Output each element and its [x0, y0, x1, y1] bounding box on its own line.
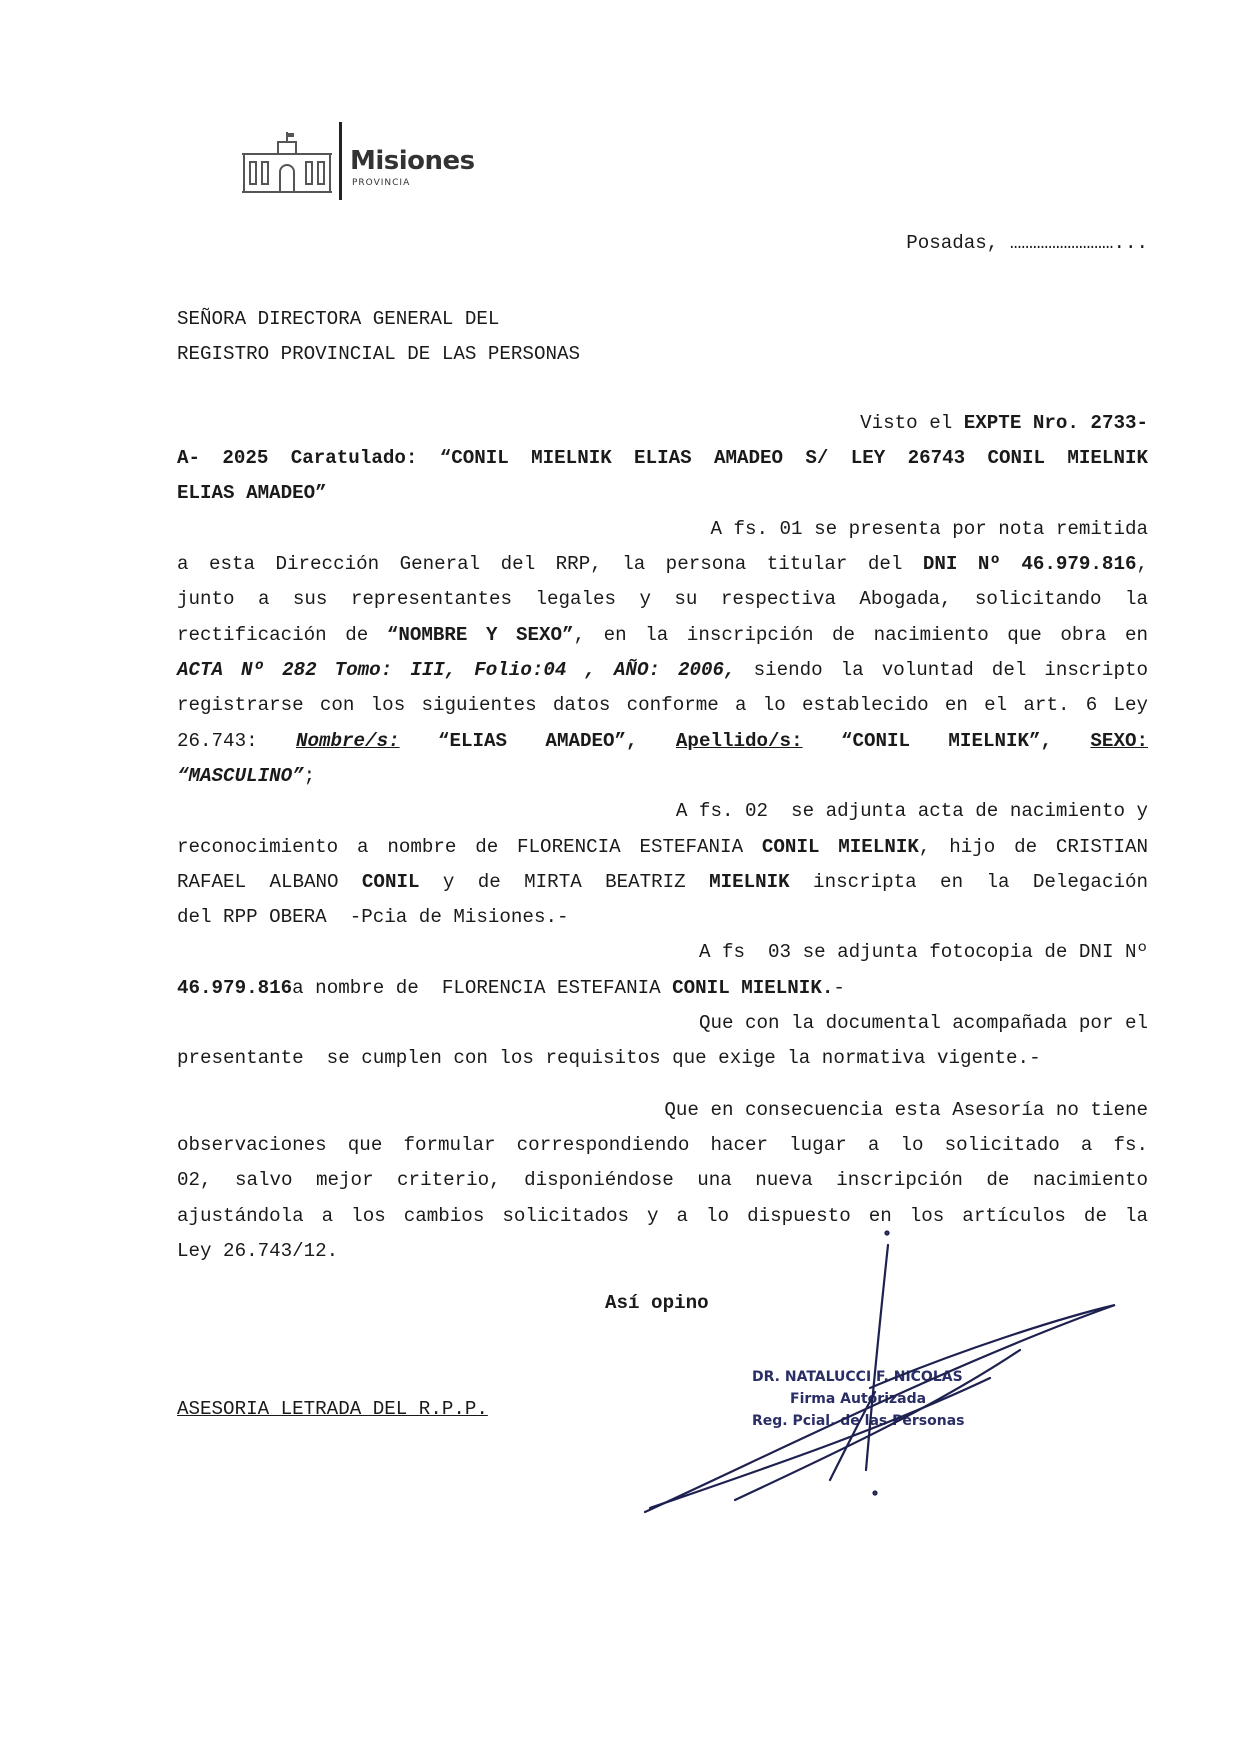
p1-line-1: Visto el EXPTE Nro. 2733-	[860, 412, 1148, 434]
p1-line-3: ELIAS AMADEO”	[177, 482, 327, 504]
stamp-line-1: DR. NATALUCCI F. NICOLAS	[752, 1369, 963, 1385]
logo-wordmark: Misiones	[350, 146, 475, 176]
p6-line-2: observaciones que formular correspondiendo hacer lugar a lo solicitado a fs.	[177, 1134, 1148, 1156]
p2-line-6: registrarse con los siguientes datos conforme a lo establecido en el art. 6 Ley	[177, 694, 1148, 716]
place-date: Posadas, ………………………...	[906, 232, 1148, 254]
p2-line-7: 26.743: Nombre/s: “ELIAS AMADEO”, Apellido/s: “CONIL MIELNIK”, SEXO:	[177, 730, 1148, 752]
office-signature-line: ASESORIA LETRADA DEL R.P.P.	[177, 1398, 488, 1420]
p5-line-1: Que con la documental acompañada por el	[698, 1012, 1148, 1034]
p3-line-2: reconocimiento a nombre de FLORENCIA ESTEFANIA CONIL MIELNIK, hijo de CRISTIAN	[177, 836, 1149, 858]
logo-subtitle: PROVINCIA	[352, 178, 411, 188]
addressee-line-1: SEÑORA DIRECTORA GENERAL DEL	[177, 308, 500, 330]
p6-line-1: Que en consecuencia esta Asesoría no tiene	[664, 1099, 1148, 1121]
p3-line-3: RAFAEL ALBANO CONIL y de MIRTA BEATRIZ MIELNIK inscripta en la Delegación	[177, 871, 1149, 893]
p6-line-3: 02, salvo mejor criterio, disponiéndose una nueva inscripción de nacimiento	[177, 1169, 1148, 1191]
p2-line-3: junto a sus representantes legales y su respectiva Abogada, solicitando la	[177, 588, 1148, 610]
p2-line-1: A fs. 01 se presenta por nota remitida	[710, 518, 1148, 540]
p3-line-4: del RPP OBERA -Pcia de Misiones.-	[177, 906, 569, 928]
p2-line-5: ACTA Nº 282 Tomo: III, Folio:04 , AÑO: 2006, siendo la voluntad del inscripto	[177, 659, 1148, 681]
p4-line-2: 46.979.816a nombre de FLORENCIA ESTEFANIA CONIL MIELNIK.-	[177, 977, 845, 999]
p4-line-1: A fs 03 se adjunta fotocopia de DNI Nº	[698, 941, 1148, 963]
opinion-closing: Así opino	[605, 1292, 709, 1314]
stamp-line-3: Reg. Pcial. de las Personas	[752, 1413, 965, 1429]
p2-line-2: a esta Dirección General del RRP, la persona titular del DNI Nº 46.979.816,	[177, 553, 1148, 575]
addressee-line-2: REGISTRO PROVINCIAL DE LAS PERSONAS	[177, 343, 581, 365]
p6-line-4: ajustándola a los cambios solicitados y a lo dispuesto en los artículos de la	[177, 1205, 1148, 1227]
stamp-line-2: Firma Autorizada	[790, 1391, 927, 1407]
p1-line-2: A- 2025 Caratulado: “CONIL MIELNIK ELIAS AMADEO S/ LEY 26743 CONIL MIELNIK	[177, 447, 1148, 469]
p2-line-4: rectificación de “NOMBRE Y SEXO”, en la inscripción de nacimiento que obra en	[177, 624, 1148, 646]
p2-line-8: “MASCULINO”;	[177, 765, 316, 787]
p3-line-1: A fs. 02 se adjunta acta de nacimiento y	[675, 800, 1148, 822]
p6-line-5: Ley 26.743/12.	[177, 1240, 339, 1262]
p5-line-2: presentante se cumplen con los requisitos que exige la normativa vigente.-	[177, 1047, 1041, 1069]
